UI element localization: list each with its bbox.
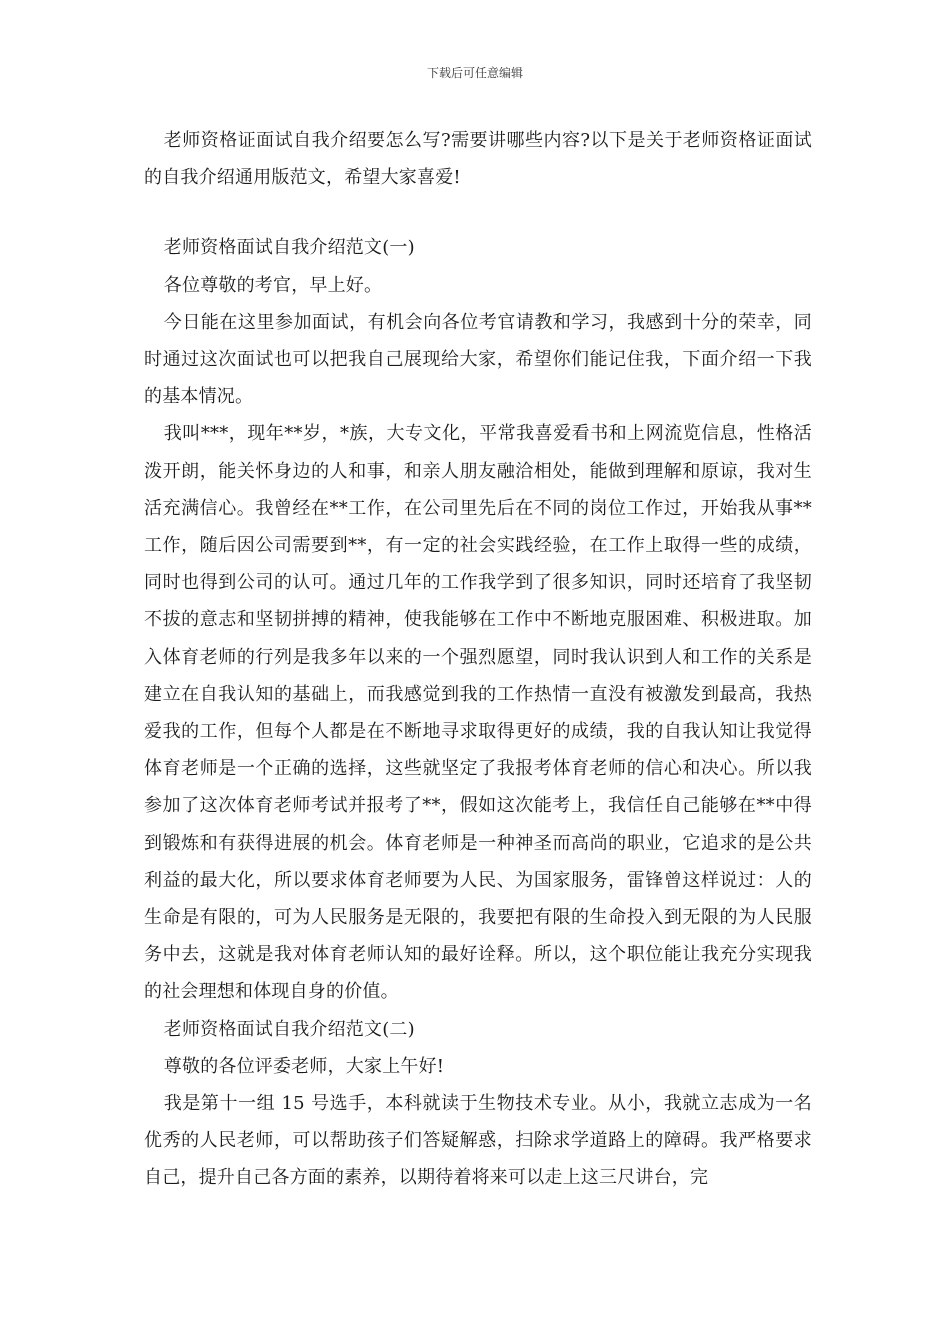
paragraph-gap [144, 196, 812, 229]
paragraph-3: 我是第十一组 15 号选手，本科就读于生物技术专业。从小，我就立志成为一名优秀的人民老师，可以帮助孩子们答疑解惑，扫除求学道路上的障碍。我严格要求自己，提升自己各方面的素养，以期待着将来可以走上这三尺讲台，完 [144, 1093, 812, 1189]
paragraph-2: 我叫***，现年**岁，*族，大专文化，平常我喜爱看书和上网流览信息，性格活泼开朗，能关怀身边的人和事，和亲人朋友融洽相处，能做到理解和原谅，我对生活充满信心。我曾经在**工作，在公司里先后在不同的岗位工作过，开始我从事**工作，随后因公司需要到**，有一定的社会实践经验，在工作上取得一些的成绩，同时也得到公司的认可。通过几年的工作我学到了很多知识，同时还培育了我坚韧不拔的意志和坚韧拼搏的精神，使我能够在工作中不断地克服困难、积极进取。加入体育老师的行列是我多年以来的一个强烈愿望，同时我认识到人和工作的关系是建立在自我认知的基础上，而我感觉到我的工作热情一直没有被激发到最高，我热爱我的工作，但每个人都是在不断地寻求取得更好的成绩，我的自我认知让我觉得体育老师是一个正确的选择，这些就坚定了我报考体育老师的信心和决心。所以我参加了这次体育老师考试并报考了**，假如这次能考上，我信任自己能够在**中得到锻炼和有获得进展的机会。体育老师是一种神圣而高尚的职业，它追求的是公共利益的最大化，所以要求体育老师要为人民、为国家服务，雷锋曾这样说过：人的生命是有限的，可为人民服务是无限的，我要把有限的生命投入到无限的为人民服务中去，这就是我对体育老师认知的最好诠释。所以，这个职位能让我充分实现我的社会理想和体现自身的价值。 [144, 423, 812, 1003]
page-header: 下载后可任意编辑 [426, 66, 523, 80]
document-body [144, 122, 812, 1197]
section-heading-1: 老师资格面试自我介绍范文(一) [163, 237, 415, 259]
greeting-2: 尊敬的各位评委老师，大家上午好! [163, 1055, 445, 1077]
intro-paragraph: 老师资格证面试自我介绍要怎么写?需要讲哪些内容?以下是关于老师资格证面试的自我介绍通用版范文，希望大家喜爱! [144, 130, 812, 189]
section-heading-2: 老师资格面试自我介绍范文(二) [163, 1018, 415, 1040]
greeting-1: 各位尊敬的考官，早上好。 [163, 274, 383, 296]
paragraph-1: 今日能在这里参加面试，有机会向各位考官请教和学习，我感到十分的荣幸，同时通过这次面试也可以把我自己展现给大家，希望你们能记住我，下面介绍一下我的基本情况。 [144, 311, 812, 408]
